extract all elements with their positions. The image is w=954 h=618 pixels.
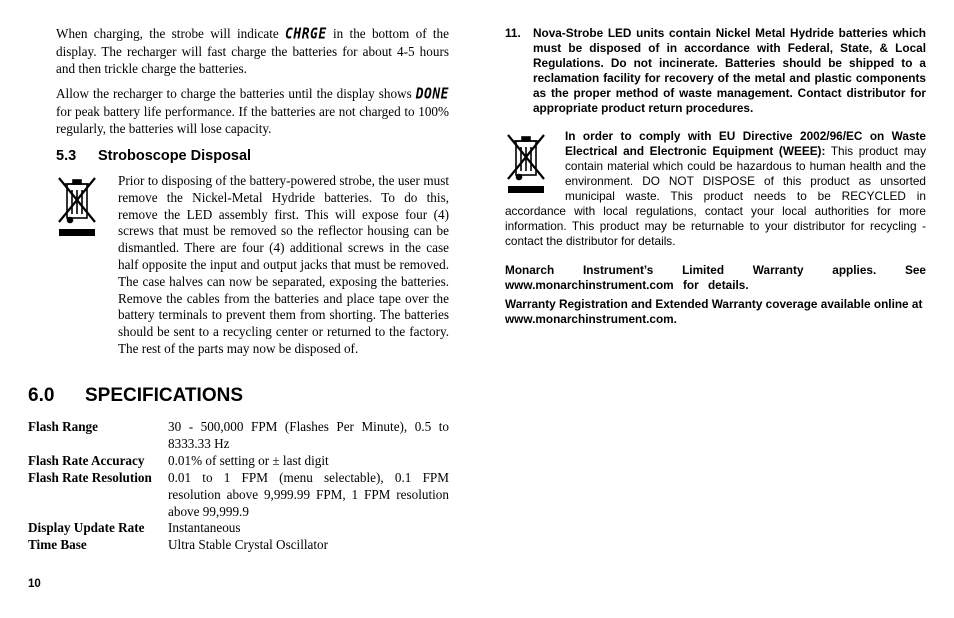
spec-row-flash-rate-accuracy (28, 453, 449, 470)
recharge-text-start: Allow the recharger to charge the batteries until the display shows (56, 86, 412, 101)
spec-value: Ultra Stable Crystal Oscillator (168, 537, 329, 552)
spec-row-display-update-rate (28, 520, 449, 537)
charging-text-end: in the bottom of the display. The recharger will fast charge the batteries for about 4-5 hours and then trickle charge the batteries. (56, 26, 449, 76)
spec-label: Display Update Rate (28, 520, 145, 535)
weee-body-text: This product may contain material which could be hazardous to human health and the environment. DO NOT DISPOSE of this product as unsorted municipal waste. This product needs to be RECYCLED in accordance with local regulations, contact your local authorities for more information. This product may be returnable to your distributor for recycling - contact the distributor for details. (505, 144, 926, 248)
charging-text-start: When charging, the strobe will indicate (56, 26, 279, 41)
icon-float-spacer (505, 129, 565, 193)
recharge-paragraph (56, 86, 449, 137)
item-11 (505, 26, 926, 116)
lcd-chrge-glyph: CHRGE (285, 25, 327, 43)
section-heading-5-3 (56, 148, 251, 164)
charging-paragraph (56, 26, 449, 77)
spec-value: Instantaneous (168, 520, 241, 535)
section-title: SPECIFICATIONS (85, 385, 243, 406)
spec-row-time-base (28, 537, 449, 554)
spec-label: Flash Rate Resolution (28, 470, 152, 485)
item-11-text: Nova-Strobe LED units contain Nickel Metal Hydride batteries which must be disposed of in accordance with Federal, State, & Local Regulations. Do not incinerate. Batteries should be shipped to a reclamation facility for recovery of the metal and plastic components as the proper method of waste management. Contact distributor for appropriate product return procedures. (533, 26, 926, 115)
spec-label: Time Base (28, 537, 87, 552)
spec-value: 30 - 500,000 FPM (Flashes Per Minute), 0.5 to 8333.33 Hz (168, 419, 449, 451)
section-title: Stroboscope Disposal (98, 148, 252, 164)
weee-notice (505, 129, 926, 249)
warranty-registration: Warranty Registration and Extended Warranty coverage available online at www.monarchinstrument.com. (505, 297, 923, 326)
item-number: 11. (505, 26, 521, 40)
section-number: 6.0 (28, 385, 55, 406)
spec-value: 0.01 to 1 FPM (menu selectable), 0.1 FPM resolution above 9,999.99 FPM, 1 FPM resolution above 99,999.9 (168, 470, 449, 519)
section-number: 5.3 (56, 148, 77, 164)
crossed-out-wheelie-bin-icon (57, 174, 97, 238)
weee-directive-text: In order to comply with EU Directive 2002/96/EC on Waste Electrical and Electronic Equipment (WEEE): (565, 129, 926, 158)
disposal-paragraph: Prior to disposing of the battery-powered strobe, the user must remove the Nickel-Metal Hydride batteries. To do this, remove the LED assembly first. This will expose four (4) screws that must be removed so the reflector housing can be dismantled. There are four (4) additional screws in the case half opposite the input and output jacks that must be removed. The case halves can now be separated, exposing the batteries. Remove the cables from the batteries and place tape over the battery terminals to prevent them from shorting. The batteries should be sent to a recycling center or returned to the factory. The rest of the parts may now be disposed of. (118, 173, 449, 356)
spec-label: Flash Range (28, 419, 98, 434)
recharge-text-end: for peak battery life performance. If the batteries are not charged to 100% regularly, the batteries will lose capacity. (56, 103, 449, 136)
spec-row-flash-range (28, 419, 449, 453)
page-number: 10 (28, 578, 41, 590)
weee-paragraph (505, 129, 926, 249)
spec-value: 0.01% of setting or ± last digit (168, 453, 329, 468)
lcd-done-glyph: DONE (415, 85, 449, 103)
section-heading-6-0 (28, 385, 243, 407)
warranty-applies: Monarch Instrument’s Limited Warranty applies. See www.monarchinstrument.com for details. (505, 263, 926, 292)
spec-row-flash-rate-resolution (28, 470, 449, 520)
spec-label: Flash Rate Accuracy (28, 453, 145, 468)
